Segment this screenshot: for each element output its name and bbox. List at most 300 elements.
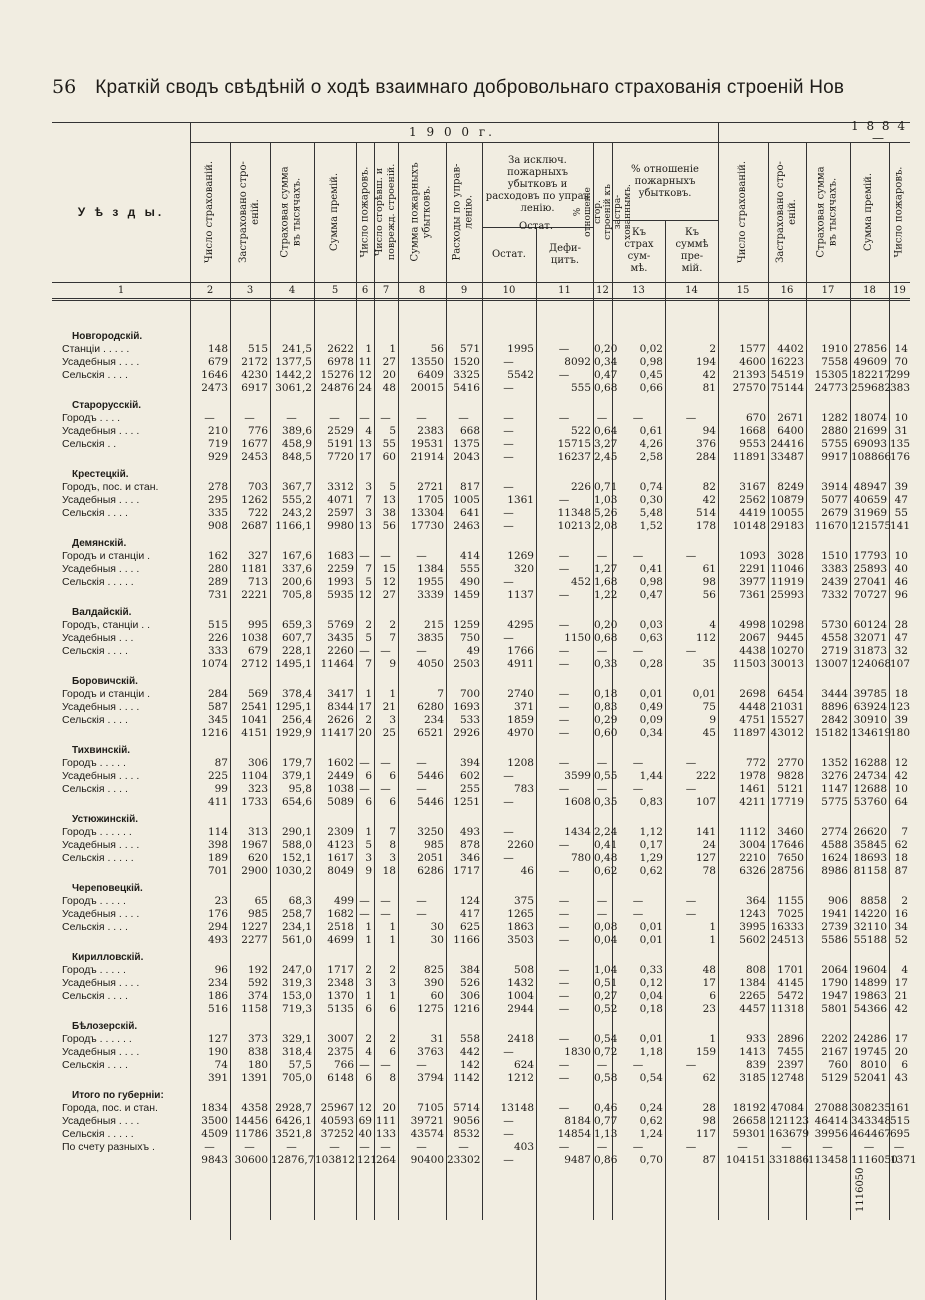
cell-col-3: 11786 [234, 1128, 268, 1140]
cell-col-5: 1683 [327, 550, 354, 562]
cell-col-7: 12 [382, 576, 396, 588]
cell-col-12: 0,60 [594, 727, 618, 739]
table-row [52, 632, 910, 645]
header-col-15-text: Число страхованій. [737, 160, 749, 264]
cell-col-8: 3250 [417, 826, 444, 838]
cell-col-13: 0,30 [639, 494, 663, 506]
cell-col-12: 2,24 [594, 826, 618, 838]
cell-col-11: — [558, 1072, 570, 1084]
table-row [52, 619, 910, 632]
cell-col-9: 384 [459, 964, 480, 976]
district-heading-row [52, 882, 910, 895]
cell-col-2: 411 [207, 796, 228, 808]
cell-col-6: 1 [365, 826, 372, 838]
cell-col-17: 5775 [821, 796, 848, 808]
cell-col-9: 414 [459, 550, 480, 562]
cell-col-6: 13 [358, 520, 372, 532]
cell-col-5: 3417 [327, 688, 354, 700]
cell-col-11: — [558, 658, 570, 670]
cell-col-13: 2,58 [639, 451, 663, 463]
cell-col-18: 121575 [851, 520, 892, 532]
cell-col-15: 4448 [739, 701, 766, 713]
cell-col-14: 42 [702, 494, 716, 506]
cell-col-12: 0,58 [594, 1072, 618, 1084]
table-row [52, 1003, 910, 1016]
cell-col-4: 719,3 [281, 1003, 312, 1015]
district-name: Череповецкій. [72, 883, 143, 894]
column-number: 15 [736, 285, 750, 296]
cell-col-6: 9 [365, 865, 372, 877]
cell-col-14: — [685, 908, 697, 920]
cell-col-16: 6400 [777, 425, 804, 437]
cell-col-8: 21914 [410, 451, 444, 463]
cell-col-12: 0,08 [594, 921, 618, 933]
column-number: 11 [558, 285, 571, 296]
cell-col-2: 284 [207, 688, 228, 700]
cell-col-12: — [596, 550, 608, 562]
table-row [52, 921, 910, 934]
header-group-10-11: За исключ. пожарныхъ убытковъ и расходовъ по управ ленію. [485, 155, 590, 214]
table-row [52, 343, 910, 356]
cell-col-17: 15305 [814, 369, 848, 381]
cell-col-11: — [558, 895, 570, 907]
district-heading-row [52, 744, 910, 757]
cell-col-7: 2 [389, 619, 396, 631]
cell-col-14: 78 [702, 865, 716, 877]
cell-col-10: — [503, 1046, 514, 1058]
cell-col-18: 182217 [851, 369, 892, 381]
cell-col-8: 2383 [417, 425, 444, 437]
cell-col-5: 2375 [327, 1046, 354, 1058]
table-row [52, 1141, 910, 1154]
cell-col-16: 16333 [770, 921, 804, 933]
cell-col-6: 1 [365, 343, 372, 355]
cell-col-16: 2671 [777, 412, 804, 424]
cell-col-4: 389,6 [281, 425, 312, 437]
cell-col-14: 56 [702, 589, 716, 601]
cell-col-9: 9056 [453, 1115, 480, 1127]
cell-col-8: 6409 [417, 369, 444, 381]
header-col-7-text: Число сгорѣвш. и поврежд. строеній. [374, 163, 398, 261]
row-label: Сельскія . . . . [62, 507, 128, 519]
row-label: Сельскія . . . . . [62, 1128, 134, 1140]
cell-col-17: 2064 [821, 964, 848, 976]
top-rule [52, 122, 910, 123]
cell-col-19: 7 [901, 826, 908, 838]
cell-col-8: 215 [423, 619, 444, 631]
cell-col-9: 8532 [453, 1128, 480, 1140]
cell-col-6: 40 [358, 1128, 372, 1140]
cell-col-9: — [458, 412, 469, 424]
cell-col-2: 3500 [201, 1115, 228, 1127]
cell-col-3: 180 [247, 1059, 268, 1071]
cell-col-10: — [503, 1154, 514, 1166]
cell-col-6: 69 [358, 1115, 372, 1127]
cell-col-6: 5 [365, 576, 372, 588]
cell-col-17: 5730 [821, 619, 848, 631]
table-row [52, 1154, 917, 1167]
cell-col-9: 1142 [453, 1072, 480, 1084]
cell-col-18: 14899 [853, 977, 887, 989]
cell-col-3: 2712 [241, 658, 268, 670]
cell-col-9: 1216 [453, 1003, 480, 1015]
cell-col-16: 121123 [769, 1115, 810, 1127]
table-row [52, 1046, 910, 1059]
cell-col-15: 11891 [732, 451, 766, 463]
cell-col-7: 6 [389, 1003, 396, 1015]
cell-col-6: 6 [365, 1072, 372, 1084]
column-number: 12 [596, 285, 609, 296]
cell-col-9: 394 [459, 757, 480, 769]
header-col-8-text: Сумма пожарныхъ убытковъ. [410, 162, 434, 262]
cell-col-5: 3312 [327, 481, 354, 493]
column-number: 17 [821, 285, 835, 296]
cell-col-2: 719 [207, 438, 228, 450]
cell-col-11: — [558, 701, 570, 713]
cell-col-16: 43012 [770, 727, 804, 739]
cell-col-19: 70 [894, 356, 908, 368]
cell-col-15: 364 [745, 895, 766, 907]
cell-col-13: 0,98 [639, 356, 663, 368]
cell-col-6: 2 [365, 964, 372, 976]
cell-col-10: 371 [513, 701, 534, 713]
cell-col-5: 3435 [327, 632, 354, 644]
row-label: Сельскія . . [62, 438, 117, 450]
column-number: 19 [893, 285, 906, 296]
cell-col-9: 23302 [447, 1154, 481, 1166]
cell-col-9: 5714 [453, 1102, 480, 1114]
cell-col-8: 5446 [417, 796, 444, 808]
cell-col-15: 2265 [739, 990, 766, 1002]
cell-col-19: 47 [894, 632, 908, 644]
cell-col-3: 192 [247, 964, 268, 976]
cell-col-8: 1705 [417, 494, 444, 506]
row-label: Городъ, станціи . . [62, 619, 151, 631]
cell-col-9: 1717 [453, 865, 480, 877]
cell-col-10: — [503, 1115, 514, 1127]
cell-col-15: 808 [745, 964, 766, 976]
cell-col-12: 5,26 [594, 507, 618, 519]
cell-col-16: 16223 [770, 356, 804, 368]
cell-col-15: 7361 [739, 589, 766, 601]
cell-col-8: 3763 [417, 1046, 444, 1058]
cell-col-8: 43574 [410, 1128, 444, 1140]
cell-col-11: 1830 [564, 1046, 591, 1058]
cell-col-15: 4998 [739, 619, 766, 631]
cell-col-18: 19604 [853, 964, 887, 976]
cell-col-17: 3383 [821, 563, 848, 575]
cell-col-6: — [359, 1059, 370, 1071]
column-number: 13 [632, 285, 645, 296]
cell-col-10: 375 [513, 895, 534, 907]
cell-col-7: 7 [389, 826, 396, 838]
cell-col-14: 17 [702, 977, 716, 989]
cell-col-19: 34 [894, 921, 908, 933]
cell-col-14: 194 [695, 356, 716, 368]
table-row [52, 507, 910, 520]
cell-col-15: 11897 [732, 727, 766, 739]
cell-col-8: 3794 [417, 1072, 444, 1084]
cell-col-9: 878 [459, 839, 480, 851]
cell-col-14: 0,01 [692, 688, 716, 700]
cell-col-5: 4699 [327, 934, 354, 946]
cell-col-16: 2896 [777, 1033, 804, 1045]
cell-col-4: 179,7 [281, 757, 312, 769]
cell-col-14: 376 [695, 438, 716, 450]
cell-col-10: — [503, 412, 514, 424]
cell-col-17: 7558 [821, 356, 848, 368]
cell-col-19: 52 [894, 934, 908, 946]
cell-col-14: — [685, 645, 697, 657]
district-name: Валдайскій. [72, 607, 132, 618]
cell-col-5: 2597 [327, 507, 354, 519]
cell-col-18: 60124 [853, 619, 887, 631]
column-number: 5 [331, 285, 339, 296]
cell-col-15: 10148 [732, 520, 766, 532]
cell-col-14: 9 [709, 714, 716, 726]
cell-col-16: 47084 [770, 1102, 804, 1114]
cell-col-19: 10 [894, 412, 908, 424]
cell-col-11: — [558, 908, 570, 920]
row-label: Усадебныя . . . . [62, 425, 140, 437]
cell-col-9: 2463 [453, 520, 480, 532]
cell-col-19: 55 [894, 507, 908, 519]
cell-col-12: 0,34 [594, 356, 618, 368]
cell-col-4: 588,0 [281, 839, 312, 851]
cell-col-9: 750 [459, 632, 480, 644]
cell-col-11: — [558, 990, 570, 1002]
row-label: Городъ . . . . [62, 412, 121, 424]
cell-col-2: 210 [207, 425, 228, 437]
cell-col-10: 508 [513, 964, 534, 976]
cell-col-18: 69093 [853, 438, 887, 450]
cell-col-12: 0,86 [594, 1154, 618, 1166]
cell-col-6: 12 [358, 369, 372, 381]
cell-col-2: 74 [214, 1059, 228, 1071]
cell-col-11: 226 [570, 481, 591, 493]
cell-col-11: — [558, 934, 570, 946]
cell-col-18: 134619 [851, 727, 892, 739]
cell-col-7: 48 [382, 382, 396, 394]
cell-col-14: 1 [709, 1033, 716, 1045]
cell-col-19: 62 [894, 839, 908, 851]
cell-col-15: 1461 [739, 783, 766, 795]
cell-col-9: 668 [459, 425, 480, 437]
cell-col-13: 0,62 [639, 1115, 663, 1127]
cell-col-9: 1459 [453, 589, 480, 601]
row-label: Городъ, пос. и стан. [62, 481, 159, 493]
cell-col-15: 11503 [732, 658, 766, 670]
column-number: 9 [460, 285, 468, 296]
district-heading-row [52, 468, 910, 481]
cell-col-19: 17 [894, 1033, 908, 1045]
cell-col-5: 5089 [327, 796, 354, 808]
district-name: Кирилловскій. [72, 952, 144, 963]
table-row [52, 895, 910, 908]
cell-col-7: — [380, 895, 391, 907]
cell-col-6: 3 [365, 977, 372, 989]
district-heading-row [52, 1020, 910, 1033]
cell-col-15: 933 [745, 1033, 766, 1045]
cell-col-2: 295 [207, 494, 228, 506]
cell-col-2: 176 [207, 908, 228, 920]
cell-col-10: 783 [513, 783, 534, 795]
cell-col-19: 46 [894, 576, 908, 588]
cell-col-16: 10055 [770, 507, 804, 519]
cell-col-16: 25993 [770, 589, 804, 601]
cell-col-11: — [558, 645, 570, 657]
cell-col-14: 127 [695, 852, 716, 864]
cell-col-16: 24416 [770, 438, 804, 450]
cell-col-3: 838 [247, 1046, 268, 1058]
cell-col-3: 65 [254, 895, 268, 907]
cell-col-17: 11670 [814, 520, 848, 532]
cell-col-8: 6280 [417, 701, 444, 713]
cell-col-17: 3444 [821, 688, 848, 700]
cell-col-17: 1282 [821, 412, 848, 424]
cell-col-8: — [416, 550, 427, 562]
header-col-4-text: Страховая сумма въ тысячахъ. [280, 166, 304, 258]
district-name: Итого по губерніи: [72, 1090, 164, 1101]
cell-col-7: — [380, 757, 391, 769]
cell-col-18: 259682 [851, 382, 892, 394]
cell-col-17: 5801 [821, 1003, 848, 1015]
cell-col-5: 2449 [327, 770, 354, 782]
cell-col-16: 30013 [770, 658, 804, 670]
table-row [52, 451, 910, 464]
cell-col-15: 3004 [739, 839, 766, 851]
cell-col-4: 228,1 [281, 645, 312, 657]
cell-col-5: 4071 [327, 494, 354, 506]
cell-col-12: 2,08 [594, 520, 618, 532]
cell-col-4: 1495,1 [275, 658, 312, 670]
cell-col-17: 3914 [821, 481, 848, 493]
cell-col-2: 1834 [201, 1102, 228, 1114]
table-row [52, 1033, 910, 1046]
cell-col-5: 499 [333, 895, 354, 907]
cell-col-18: 19863 [853, 990, 887, 1002]
cell-col-5: 766 [333, 1059, 354, 1071]
table-row [52, 369, 910, 382]
cell-col-7: 3 [389, 714, 396, 726]
cell-col-18: 32071 [853, 632, 887, 644]
cell-col-6: 17 [358, 451, 372, 463]
cell-col-17: 13007 [814, 658, 848, 670]
cell-col-7: 1 [389, 934, 396, 946]
cell-col-12: 0,29 [594, 714, 618, 726]
cell-col-18: 18693 [853, 852, 887, 864]
district-name: Бѣлозерскій. [72, 1021, 138, 1032]
cell-col-12: 0,41 [594, 839, 618, 851]
cell-col-17: 1941 [821, 908, 848, 920]
table-row [52, 382, 910, 395]
cell-col-2: 23 [214, 895, 228, 907]
cell-col-12: 0,33 [594, 658, 618, 670]
cell-col-5: 5935 [327, 589, 354, 601]
cell-col-9: 306 [459, 990, 480, 1002]
cell-col-13: 0,34 [639, 727, 663, 739]
cell-col-3: 722 [247, 507, 268, 519]
cell-col-11: — [558, 1102, 570, 1114]
cell-col-8: 6286 [417, 865, 444, 877]
cell-col-2: 234 [207, 977, 228, 989]
cell-col-18: 35845 [853, 839, 887, 851]
cell-col-7: 20 [382, 1102, 396, 1114]
cell-col-19: 64 [894, 796, 908, 808]
cell-col-19: 141 [890, 520, 911, 532]
cell-col-11: 8184 [564, 1115, 591, 1127]
cell-col-14: 117 [695, 1128, 716, 1140]
cell-col-14: 87 [702, 1154, 716, 1166]
cell-col-10: 403 [513, 1141, 534, 1153]
cell-col-7: 6 [389, 796, 396, 808]
cell-col-4: 95,8 [288, 783, 312, 795]
cell-col-19: 10 [894, 550, 908, 562]
cell-col-3: 1227 [241, 921, 268, 933]
row-label: Усадебныя . . . . [62, 1115, 140, 1127]
cell-col-5: 5135 [327, 1003, 354, 1015]
cell-col-7: 5 [389, 481, 396, 493]
cell-col-16: 163679 [769, 1128, 810, 1140]
cell-col-13: — [632, 645, 644, 657]
cell-col-16: 1155 [777, 895, 804, 907]
cell-col-19: 180 [890, 727, 911, 739]
page-number: 56 [52, 76, 77, 98]
cell-col-12: 0,04 [594, 934, 618, 946]
cell-col-10: — [503, 632, 514, 644]
cell-col-7: — [380, 1059, 391, 1071]
cell-col-19: 383 [890, 382, 911, 394]
cell-col-15: 2291 [739, 563, 766, 575]
cell-col-4: — [286, 1141, 297, 1153]
cell-col-10: — [503, 481, 514, 493]
cell-col-7: 18 [382, 865, 396, 877]
cell-col-2: 294 [207, 921, 228, 933]
cell-col-13: 0,02 [639, 343, 663, 355]
cell-col-5: 11464 [320, 658, 354, 670]
cell-col-3: 1967 [241, 839, 268, 851]
cell-col-16: 12748 [770, 1072, 804, 1084]
cell-col-5: 1717 [327, 964, 354, 976]
cell-col-13: 0,01 [639, 934, 663, 946]
table-row [52, 658, 910, 671]
cell-col-5: — [329, 412, 340, 424]
cell-col-4: 3521,8 [275, 1128, 312, 1140]
cell-col-16: 11046 [770, 563, 804, 575]
cell-col-8: — [416, 645, 427, 657]
header-col-12-text: % отношеніе сгор. строеній къ застра- хованнымъ. [572, 184, 633, 240]
row-label: Сельскія . . . . [62, 921, 128, 933]
cell-col-6: 1 [365, 921, 372, 933]
cell-col-14: 98 [702, 576, 716, 588]
cell-col-14: 81 [702, 382, 716, 394]
cell-col-10: 1432 [507, 977, 534, 989]
cell-col-16: 54519 [770, 369, 804, 381]
cell-col-15: 5602 [739, 934, 766, 946]
cell-col-4: 705,8 [281, 589, 312, 601]
cell-col-12: — [596, 1059, 608, 1071]
cell-col-15: 59301 [732, 1128, 766, 1140]
cell-col-9: 1251 [453, 796, 480, 808]
table-row [52, 589, 910, 602]
cell-col-8: — [416, 757, 427, 769]
table-row [52, 852, 910, 865]
cell-col-12: 0,55 [594, 770, 618, 782]
cell-col-18: 70727 [853, 589, 887, 601]
cell-col-5: 7720 [327, 451, 354, 463]
cell-col-16: 10879 [770, 494, 804, 506]
cell-col-16: 3028 [777, 550, 804, 562]
